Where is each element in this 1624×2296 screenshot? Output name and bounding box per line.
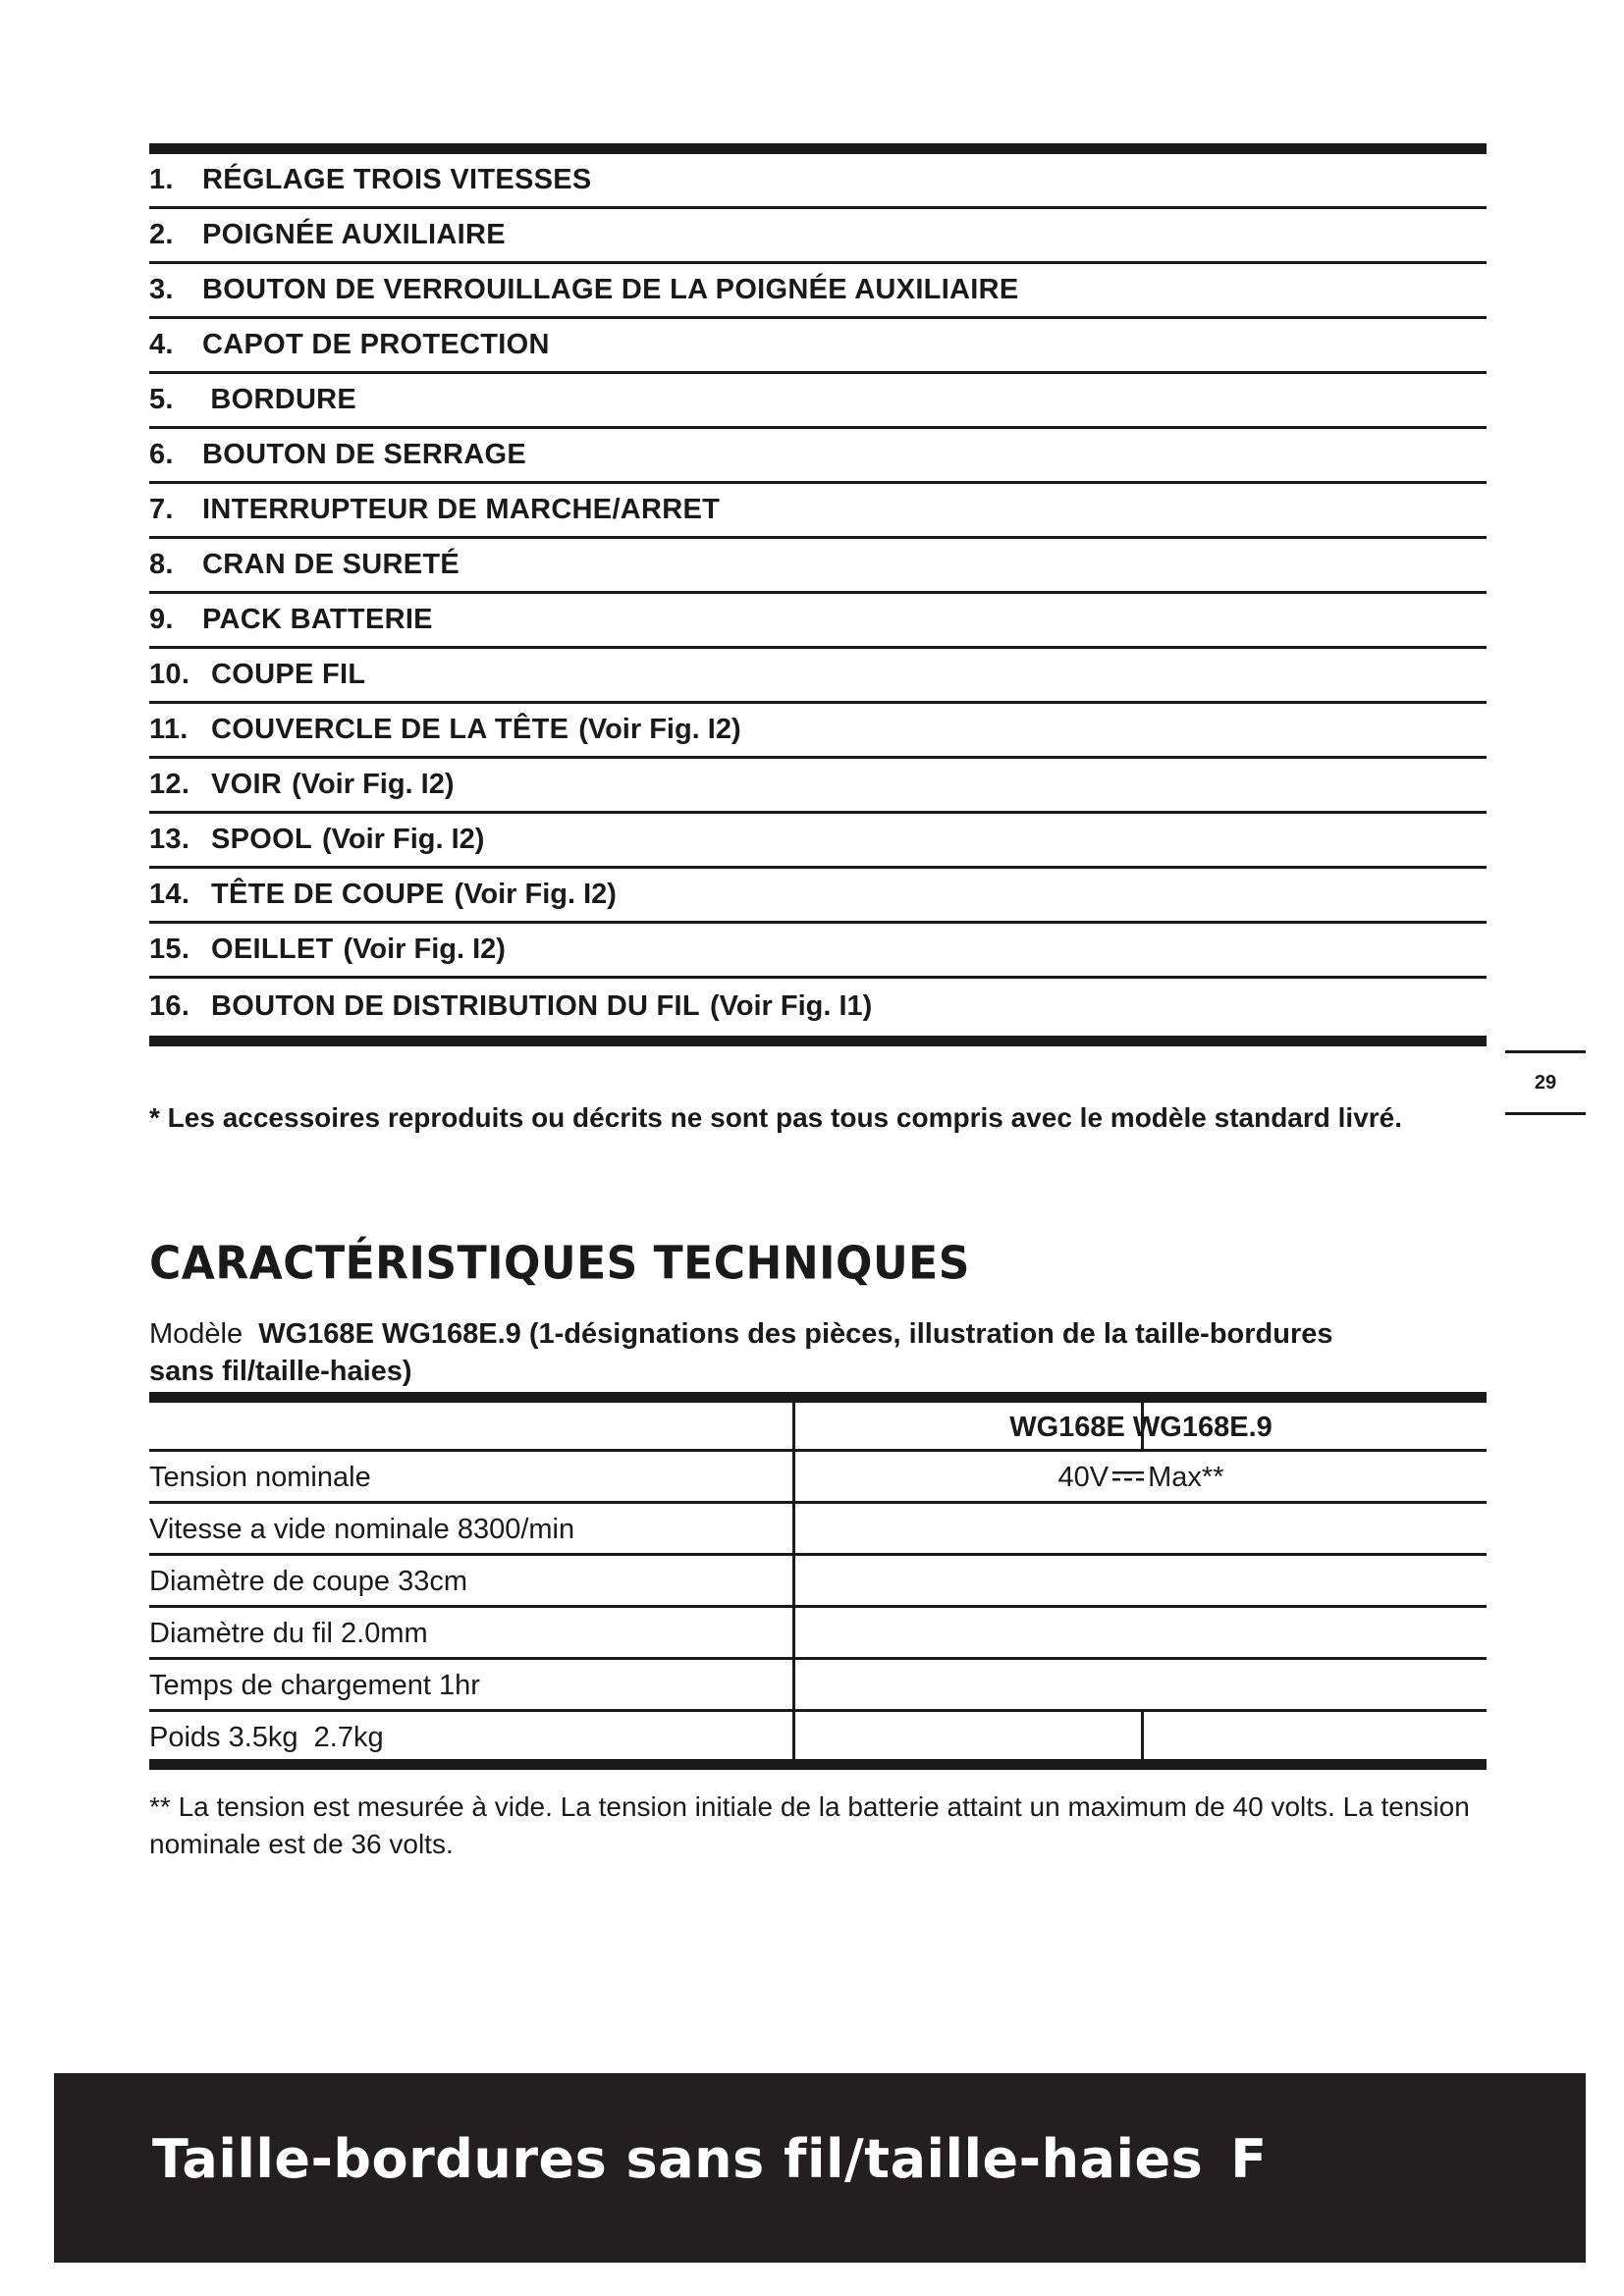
language-code: F <box>1230 2128 1268 2190</box>
part-label: VOIR <box>211 769 283 800</box>
part-row <box>149 869 1487 924</box>
spec-label: Poids 3.5kg 2.7kg <box>149 1722 384 1753</box>
column-divider <box>792 1608 795 1657</box>
part-number: 7. <box>149 494 174 525</box>
part-row <box>149 374 1487 429</box>
column-divider <box>792 1712 795 1759</box>
part-label: OEILLET <box>211 934 334 965</box>
section-title: CARACTÉRISTIQUES TECHNIQUES <box>149 1237 970 1291</box>
part-label: CRAN DE SURETÉ <box>202 549 460 580</box>
spec-header-row <box>149 1403 1487 1452</box>
spec-top-rule <box>149 1392 1487 1403</box>
part-number: 16. <box>149 989 190 1022</box>
part-row <box>149 979 1487 1034</box>
spec-table <box>149 1392 1487 1770</box>
part-row <box>149 814 1487 869</box>
spec-row <box>149 1660 1487 1712</box>
part-number: 11. <box>149 714 189 745</box>
part-number: 4. <box>149 329 174 360</box>
part-number: 15. <box>149 934 190 965</box>
voltage-note: ** La tension est mesurée à vide. La tension initiale de la batterie attaint un maximum de 40 volts. La tension nominale est de 36 volts. <box>149 1791 1470 1859</box>
spec-row <box>149 1452 1487 1504</box>
footer-banner <box>54 2073 1586 2263</box>
column-divider <box>792 1660 795 1709</box>
part-row <box>149 649 1487 704</box>
part-figure-ref: (Voir Fig. I2) <box>578 714 741 745</box>
part-label: PACK BATTERIE <box>202 604 433 635</box>
part-row <box>149 154 1487 209</box>
part-number: 14. <box>149 879 190 910</box>
parts-bottom-rule <box>149 1036 1487 1046</box>
part-number: 10. <box>149 659 190 690</box>
part-figure-ref: (Voir Fig. I1) <box>709 989 873 1022</box>
part-label: CAPOT DE PROTECTION <box>202 329 550 360</box>
model-line <box>149 1315 1377 1390</box>
part-label: COUPE FIL <box>211 659 366 690</box>
part-number: 1. <box>149 164 174 195</box>
part-label: RÉGLAGE TROIS VITESSES <box>202 164 592 195</box>
part-number: 12. <box>149 769 190 800</box>
spec-bottom-rule <box>149 1759 1487 1770</box>
part-label: BOUTON DE VERROUILLAGE DE LA POIGNÉE AUXILIAIRE <box>202 274 1019 305</box>
spec-row <box>149 1556 1487 1608</box>
part-number: 3. <box>149 274 174 305</box>
part-number: 5. <box>149 384 174 415</box>
part-row <box>149 429 1487 484</box>
part-label: BOUTON DE SERRAGE <box>202 439 527 470</box>
part-row <box>149 759 1487 814</box>
column-divider <box>792 1556 795 1605</box>
part-number: 8. <box>149 549 174 580</box>
part-label: SPOOL <box>211 824 313 855</box>
part-row <box>149 539 1487 594</box>
column-divider <box>792 1504 795 1553</box>
spec-label: Diamètre du fil 2.0mm <box>149 1618 428 1649</box>
part-figure-ref: (Voir Fig. I2) <box>454 879 617 910</box>
part-label: BOUTON DE DISTRIBUTION DU FIL <box>211 989 700 1022</box>
spec-label: Temps de chargement 1hr <box>149 1670 480 1701</box>
part-figure-ref: (Voir Fig. I2) <box>343 934 506 965</box>
voltage-max: Max** <box>1148 1462 1224 1493</box>
accessories-note: * Les accessoires reproduits ou décrits ne sont pas tous compris avec le modèle standard livré. <box>149 1102 1403 1133</box>
spec-row <box>149 1504 1487 1556</box>
part-number: 13. <box>149 824 190 855</box>
part-number: 6. <box>149 439 174 470</box>
part-label: INTERRUPTEUR DE MARCHE/ARRET <box>202 494 721 525</box>
part-row <box>149 209 1487 264</box>
part-row <box>149 484 1487 539</box>
part-label: TÊTE DE COUPE <box>211 879 445 910</box>
part-row <box>149 704 1487 759</box>
part-row <box>149 319 1487 374</box>
spec-row <box>149 1608 1487 1660</box>
part-label: BORDURE <box>202 384 357 415</box>
spec-label: Vitesse a vide nominale 8300/min <box>149 1514 575 1545</box>
spec-label: Tension nominale <box>149 1462 371 1493</box>
voltage-value: 40V <box>1057 1462 1110 1493</box>
part-number: 9. <box>149 604 174 635</box>
part-number: 2. <box>149 219 174 250</box>
part-row <box>149 264 1487 319</box>
parts-list <box>149 143 1487 1046</box>
page-number: 29 <box>1505 1050 1586 1115</box>
spec-value <box>795 1462 1487 1494</box>
part-row <box>149 924 1487 979</box>
dc-current-icon <box>1112 1469 1144 1483</box>
spec-row <box>149 1712 1487 1759</box>
banner-title-line <box>152 2128 1268 2190</box>
spec-header-models: WG168E WG168E.9 <box>1009 1412 1272 1443</box>
part-row <box>149 594 1487 649</box>
banner-title: Taille-bordures sans fil/taille-haies <box>152 2128 1204 2190</box>
part-label: POIGNÉE AUXILIAIRE <box>202 219 506 250</box>
part-figure-ref: (Voir Fig. I2) <box>292 769 455 800</box>
model-value: WG168E WG168E.9 (1-désignations des pièces, illustration de la taille-bordures sans fil/taille-haies) <box>149 1318 1333 1387</box>
column-divider <box>1141 1712 1144 1759</box>
part-figure-ref: (Voir Fig. I2) <box>322 824 485 855</box>
parts-top-rule <box>149 143 1487 154</box>
model-label: Modèle <box>149 1318 244 1350</box>
spec-label: Diamètre de coupe 33cm <box>149 1566 467 1597</box>
part-label: COUVERCLE DE LA TÊTE <box>211 714 569 745</box>
